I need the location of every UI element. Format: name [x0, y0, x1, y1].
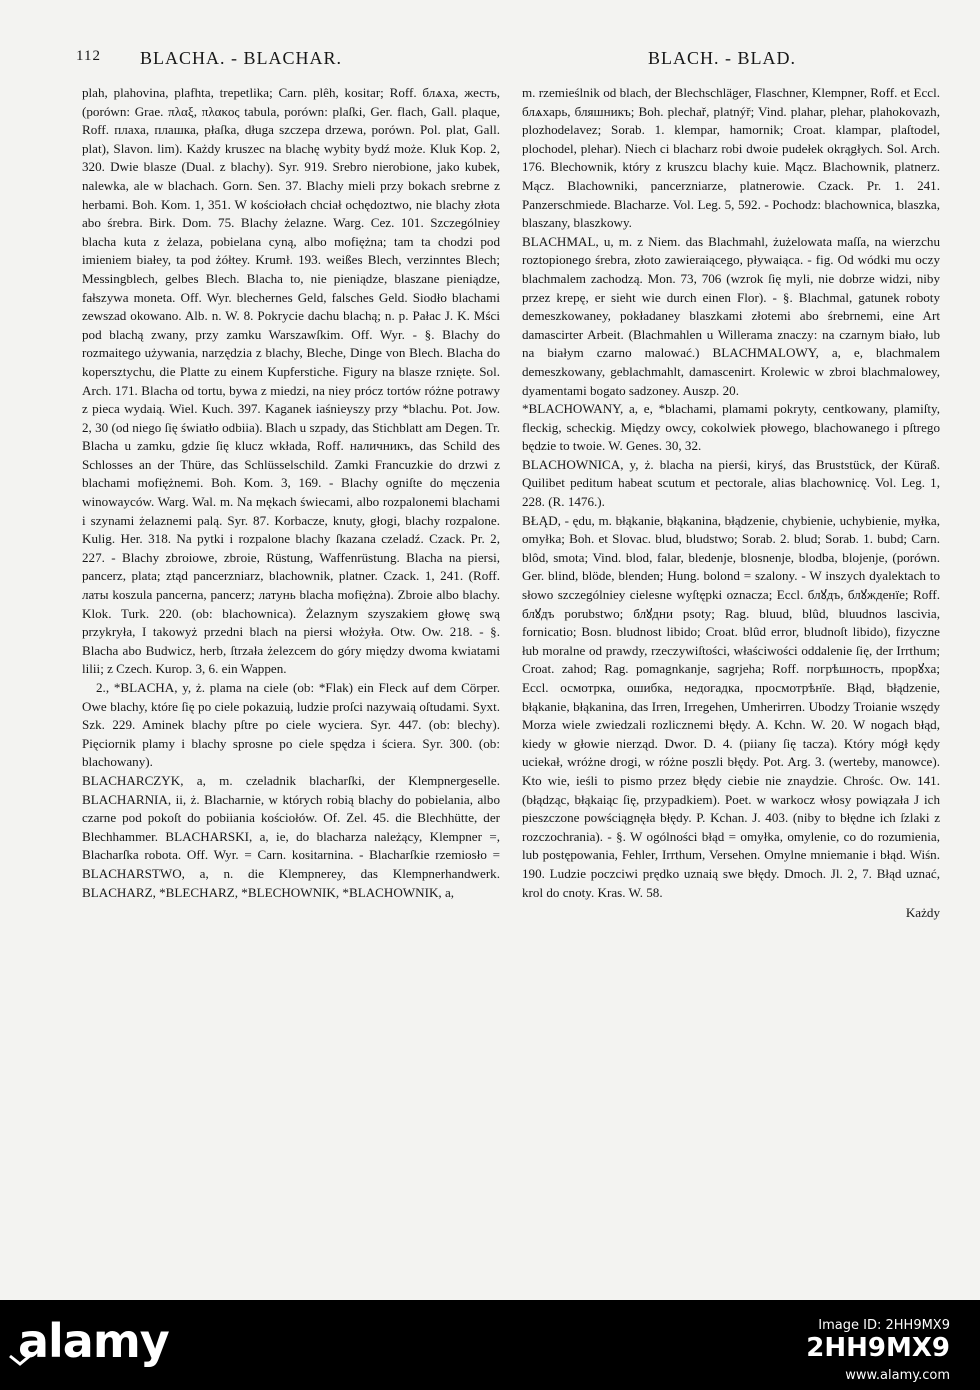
- image-id-block: [806, 1318, 950, 1363]
- entry-blachownica: BLACHOWNICA, y, ż. blacha na pierśi, kiryś, das Bruststück, der Küraß. Quilibet peditum habeat scutum et pectorale, alias blachownicę. Vol. Leg. 1, 228. (R. 1476.).: [522, 456, 940, 510]
- logo-swoosh-icon: [8, 1352, 34, 1368]
- image-id-value: 2HH9MX9: [806, 1333, 950, 1363]
- right-column: [522, 84, 940, 1284]
- entry-blacha: plah, plahovina, plafhta, trepetlika; Carn. plêh, kositar; Roff. блѧха, жесть, (porówn: Grae. πλαξ, πλακος tabula, porówn: plaſki, Ger. flach, Gall. plaque, Roff. плаха, плашка, płaſka, długa szczepa drzewa, porówn. Pol. plat, Gall. plat), Slavon. lim). Każdy kruszec na blachę wybity bydź może. Kluk Kop. 2, 320. Dwie blasze (Dual. z blachy). Syr. 919. Srebro nierobione, jako kubek, nalewka, ale w blachach. Gorn. Sen. 37. Blachy mieli przy bokach srebrne z herbami. Boh. Kom. 1, 351. W kościołach chciał ochędoztwo, nie blachy złota abo śrebra. Birk. Dom. 75. Blachy żelazne. Warg. Cez. 101. Szczególniey blacha kuta z żelaza, pobielana cyną, albo mofiężna; tam ta chodzi pod imieniem białey, ta pod żółtey. Krumł. 193. weißes Blech, verzinntes Blech; Messingblech, gelbes Blech. Blacha to, nie pieniądze, blaszane pieniądze, fałszywa moneta. Off. Wyr. blechernes Geld, falsches Geld. Siodło blachami zewszad okowano. Alb. n. W. 8. Pokrycie dachu blachą; n. p. Pałac J. K. Mści pod blachą zwany, przy zamku Warszawſkim. Off. Wyr. - §. Blachy do rozmaitego używania, narzędzia z blachy, Bleche, Dinge von Blech. Blacha do kopersztychu, die Platte zu einem Kupferstiche. Figury na blasze rznięte. Sol. Arch. 171. Blacha od tortu, bywa z miedzi, na niey prócz tortów różne potrawy z pieca wydaią. Wiel. Kuch. 397. Kaganek iaśnieyszy przy *blachu. Pot. Jow. 2, 30 (od niego ſię światło odbiia). Blach u szpady, das Stichblatt am Degen. Tr. Blacha u zamku, gdzie ſię klucz wkłada, Roff. наличникъ, das Schild des Schlosses an der Thüre, das Schlüsselschild. Zamki Francuzkie do drzwi z blachami mofiężnemi. Boh. Kom. 3, 169. - Blachy ogniſte do męczenia winowayców. Warg. Wal. m. Na mękach świecami, albo rozpalonemi blachami i szynami żelaznemi palą. Syr. 87. Korbacze, knuty, głogi, blachy rozpalone. Kulig. Her. 318. Na pytki i rozpalone blachy ſkazana czeladź. Czack. Pr. 2, 227. - Blachy zbroiowe, zbroie, Rüstung, Waffenrüstung. Blacha na piersi, pancerz, plata; ztąd pancerzniarz, blachownik, platner. Czack. 1, 241. (Roff. латы koszula pancerna, pancerz; латунь blacha mofiężna). Zbroie albo blachy. Klok. Turk. 220. (ob: blachownica). Żelaznym szyszakiem głowę swą przykryła, I takowyż przedni blach na piersi włożyła. Otw. Ow. 218. - §. Blacha abo Budwicz, herb, ſtrzała żelezcem do góry między dwoma kwiatami lilii; z Czech. Kurop. 3, 6. ein Wappen.: [82, 85, 500, 677]
- watermark-banner: [0, 1300, 980, 1390]
- page-number: 112: [76, 48, 101, 64]
- right-running-title: BLACH. - BLAD.: [648, 48, 796, 68]
- entry-blacha-2: 2., *BLACHA, y, ż. plama na ciele (ob: *Flak) ein Fleck auf dem Cörper. Owe blachy, które ſię po ciele pokazuią, ludzie proſci nazywaią oſtudami. Syxt. Szk. 229. Aminek blachy pſtre po ciele wyciera. Syr. 447. (ob: blechy). Pięciornik plamy i blachy sprosne po ciele spędza i ściera. Syr. 300. (ob: blachowany).: [82, 680, 500, 770]
- catchword: Każdy: [905, 905, 940, 921]
- entry-blachowany: *BLACHOWANY, a, e, *blachami, plamami pokryty, centkowany, plamiſty, fleckig, scheckig. Między owcy, cokolwiek płowego, blachowanego i pſtrego będzie to twoie. W. Genes. 30, 32.: [522, 401, 940, 454]
- entry-blad: BŁĄD, - ędu, m. błąkanie, błąkanina, błądzenie, chybienie, uchybienie, myłka, omyłka; Boh. et Slovac. blud, bludstwo; Sorab. 2. blud; Sorab. 1. bubd; Carn. blôd, smota; Vind. blod, falar, bledenje, blosnenje, blodba, blojenje, (porówn. Ger. blind, blöde, blenden; Hung. bolond = szalony. - W inszych dyalektach to słowo szczególniey cielesne wyſtępki oznacza; Eccl. блꙋдъ, блꙋжденїе; Roff. блꙋдъ porubstwo; блꙋдни psoty; Rag. bluud, blûd, bluudnos lascivia, fornicatio; Bosn. bludnost libido; Croat. blûd error, bludnoſt libido), fizyczne łub moralne od prawdy, rzeczywiſtości, właściwości oddalenie ſię, der Irrthum; Croat. zahod; Rag. pomagnkanje, sagrjeha; Roff. погрѣшность, прорꙋха; Eccl. осмотрка, ошибка, недогадка, просмотрѣнїе. Błąd, błądzenie, błąkanie, błąkanina, das Irren, Irregehen, Umherirren. Ubodzy Troianie wszędy Morza wiele zwiedzali rozlicznemi błędy. A. Kchn. W. 20. W nogach błąd, kiedy w głowie nierząd. Dwor. D. 4. (piiany ſię tacza). Który mógł kędy uciekał, wróżne drogi, w różne poszli błędy. Pot. Arg. 3. (werteby, manowce). Kto wie, ieśli to pismo przez błędy ciebie nie znaydzie. Chrośc. Ow. 141. (błądząc, błąkaiąc ſię, przypadkiem). Poet. w warkocz włosy powiązała J ich pieszczone powściągnęła błędy. P. Kchan. J. 403. (niby to błędne ich ſzlaki z rozczochrania). - §. W ogólności błąd = omyłka, omylenie, co do rozumienia, lub postępowania, Fehler, Irrthum, Versehen. Omylne mniemanie i błąd. Wiśn. 190. Ludzie poczciwi prędko uznaią swe błędy. Dmoch. Jl. 2, 7. Błąd uznać, krol do cnoty. Kras. W. 58.: [522, 512, 940, 900]
- running-head: [0, 48, 980, 74]
- image-id-label: Image ID: 2HH9MX9: [818, 1318, 950, 1333]
- left-running-title: BLACHA. - BLACHAR.: [140, 48, 343, 68]
- alamy-logo: alamy: [18, 1314, 169, 1368]
- entry-blacharz-cont: m. rzemieślnik od blach, der Blechschläger, Flaschner, Klempner, Roff. et Eccl. блѧхарь, бляшникъ; Boh. plechař, platnýř; Vind. plahar, plehar, plahokovazh, plozhodelavez; Sorab. 1. klempar, hamornik; Croat. klampar, plaſtodel, plochodel, plehar). Niech ci blacharz robi dwoie pudełek okrągłych. Sol. Arch. 176. Blechownik, który z kruszcu blachy kuie. Mącz. Blachownik, platnerz. Mącz. Blachowniki, pancerzniarze, platnerowie. Czack. Pr. 1. 241. Panzerschmiede. Blacharze. Vol. Leg. 5, 592. - Pochodz: blachownica, blaszka, blaszany, blaszkowy.: [522, 85, 940, 231]
- entry-blachmal: BLACHMAL, u, m. z Niem. das Blachmahl, żużelowata maſſa, na wierzchu roztopionego śrebra, złoto zawieraiącego, pływaiąca. - fig. Od wódki mu oczy blachmalem zachodzą. Mon. 73, 706 (wzrok ſię myli, nie dobrze widzi, niby przez krepę, er sieht wie durch einen Flor). - §. Blachmal, gatunek roboty demeszkowaney, pokładaney blaszkami złotemi abo śrebrnemi, eine Art damascirter Arbeit. (Blachmahlen u Willerama znaczy: na czarnym biało, lub na białym czarno malować.) BLACHMALOWY, a, e, blachmalem demeszkowany, geblachmahlt, damascenirt. Krolewic w zbroi blachmalowey, dyamentami bogato sadzoney. Auszp. 20.: [522, 233, 940, 398]
- site-url: www.alamy.com: [845, 1368, 950, 1383]
- entry-blacharczyk: BLACHARCZYK, a, m. czeladnik blacharſki, der Klempnergeselle. BLACHARNIA, ii, ż. Blacharnie, w których robią blachy do pobielania, albo czarne pod pokoſt do pobiiania kościołów. Of. Zel. 45. die Blechhütte, der Blechhammer. BLACHARSKI, a, ie, do blacharza należący, Klempner =, Blacharſka robota. Off. Wyr. = Carn. kositarnina. - Blacharſkie rzemiosło = BLACHARSTWO, a, n. die Klempnerey, das Klempnerhandwerk. BLACHARZ, *BLECHARZ, *BLECHOWNIK, *BLACHOWNIK, a,: [82, 772, 500, 900]
- left-column: [82, 84, 500, 1284]
